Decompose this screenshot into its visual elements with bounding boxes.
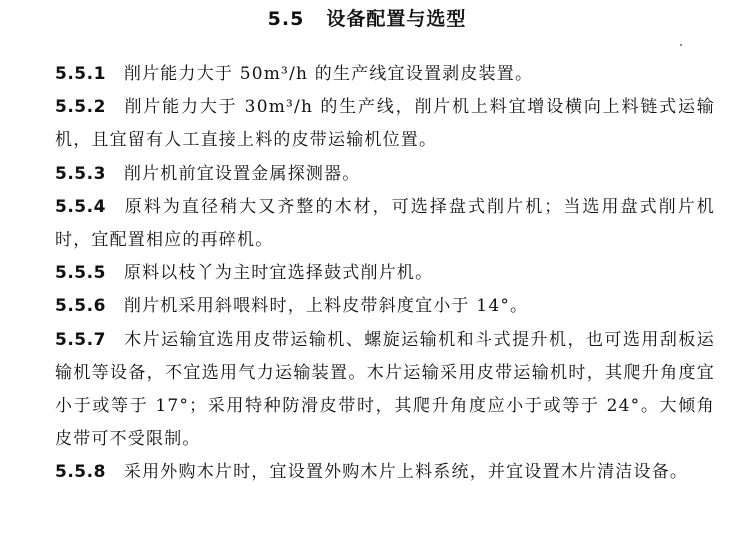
clause-list xyxy=(55,58,715,490)
section-title: 设备配置与选型 xyxy=(326,8,467,30)
clause-text: 削片能力大于 50m³/h 的生产线宜设置剥皮装置。 xyxy=(123,64,534,84)
clause-number: 5.5.7 xyxy=(55,329,106,350)
clause-text: 削片机采用斜喂料时，上料皮带斜度宜小于 14°。 xyxy=(123,296,529,317)
section-heading xyxy=(0,6,734,32)
clause-5-5-2 xyxy=(55,91,715,157)
clause-5-5-5 xyxy=(55,257,715,290)
clause-text: 削片能力大于 30m³/h 的生产线，削片机上料宜增设横向上料链式运输机，且宜留有人工直接上料的皮带运输机位置。 xyxy=(55,97,715,151)
clause-text: 原料为直径稍大又齐整的木材，可选择盘式削片机；当选用盘式削片机时，宜配置相应的再碎机。 xyxy=(55,196,715,251)
clause-5-5-6 xyxy=(55,290,715,323)
clause-5-5-1 xyxy=(55,58,715,91)
clause-number: 5.5.3 xyxy=(55,163,106,184)
clause-5-5-8 xyxy=(55,456,715,489)
clause-number: 5.5.8 xyxy=(55,462,106,483)
clause-number: 5.5.5 xyxy=(55,263,106,284)
clause-5-5-4 xyxy=(55,191,715,257)
clause-text: 原料以枝丫为主时宜选择鼓式削片机。 xyxy=(123,263,434,284)
clause-5-5-3 xyxy=(55,158,715,191)
section-number: 5.5 xyxy=(267,8,305,30)
clause-text: 采用外购木片时，宜设置外购木片上料系统，并宜设置木片清洁设备。 xyxy=(123,462,689,483)
scan-speck xyxy=(680,44,682,46)
clause-number: 5.5.6 xyxy=(55,296,106,317)
clause-text: 木片运输宜选用皮带运输机、螺旋运输机和斗式提升机，也可选用刮板运输机等设备，不宜选用气力运输装置。木片运输采用皮带运输机时，其爬升角度宜小于或等于 17°；采用特种防滑皮带时，其爬升角度应小于或等于 24°。大倾角皮带可不受限制。 xyxy=(55,329,715,450)
clause-number: 5.5.1 xyxy=(55,64,106,84)
clause-number: 5.5.2 xyxy=(55,97,106,118)
clause-number: 5.5.4 xyxy=(55,196,106,217)
clause-text: 削片机前宜设置金属探测器。 xyxy=(123,163,361,184)
clause-5-5-7 xyxy=(55,324,715,457)
